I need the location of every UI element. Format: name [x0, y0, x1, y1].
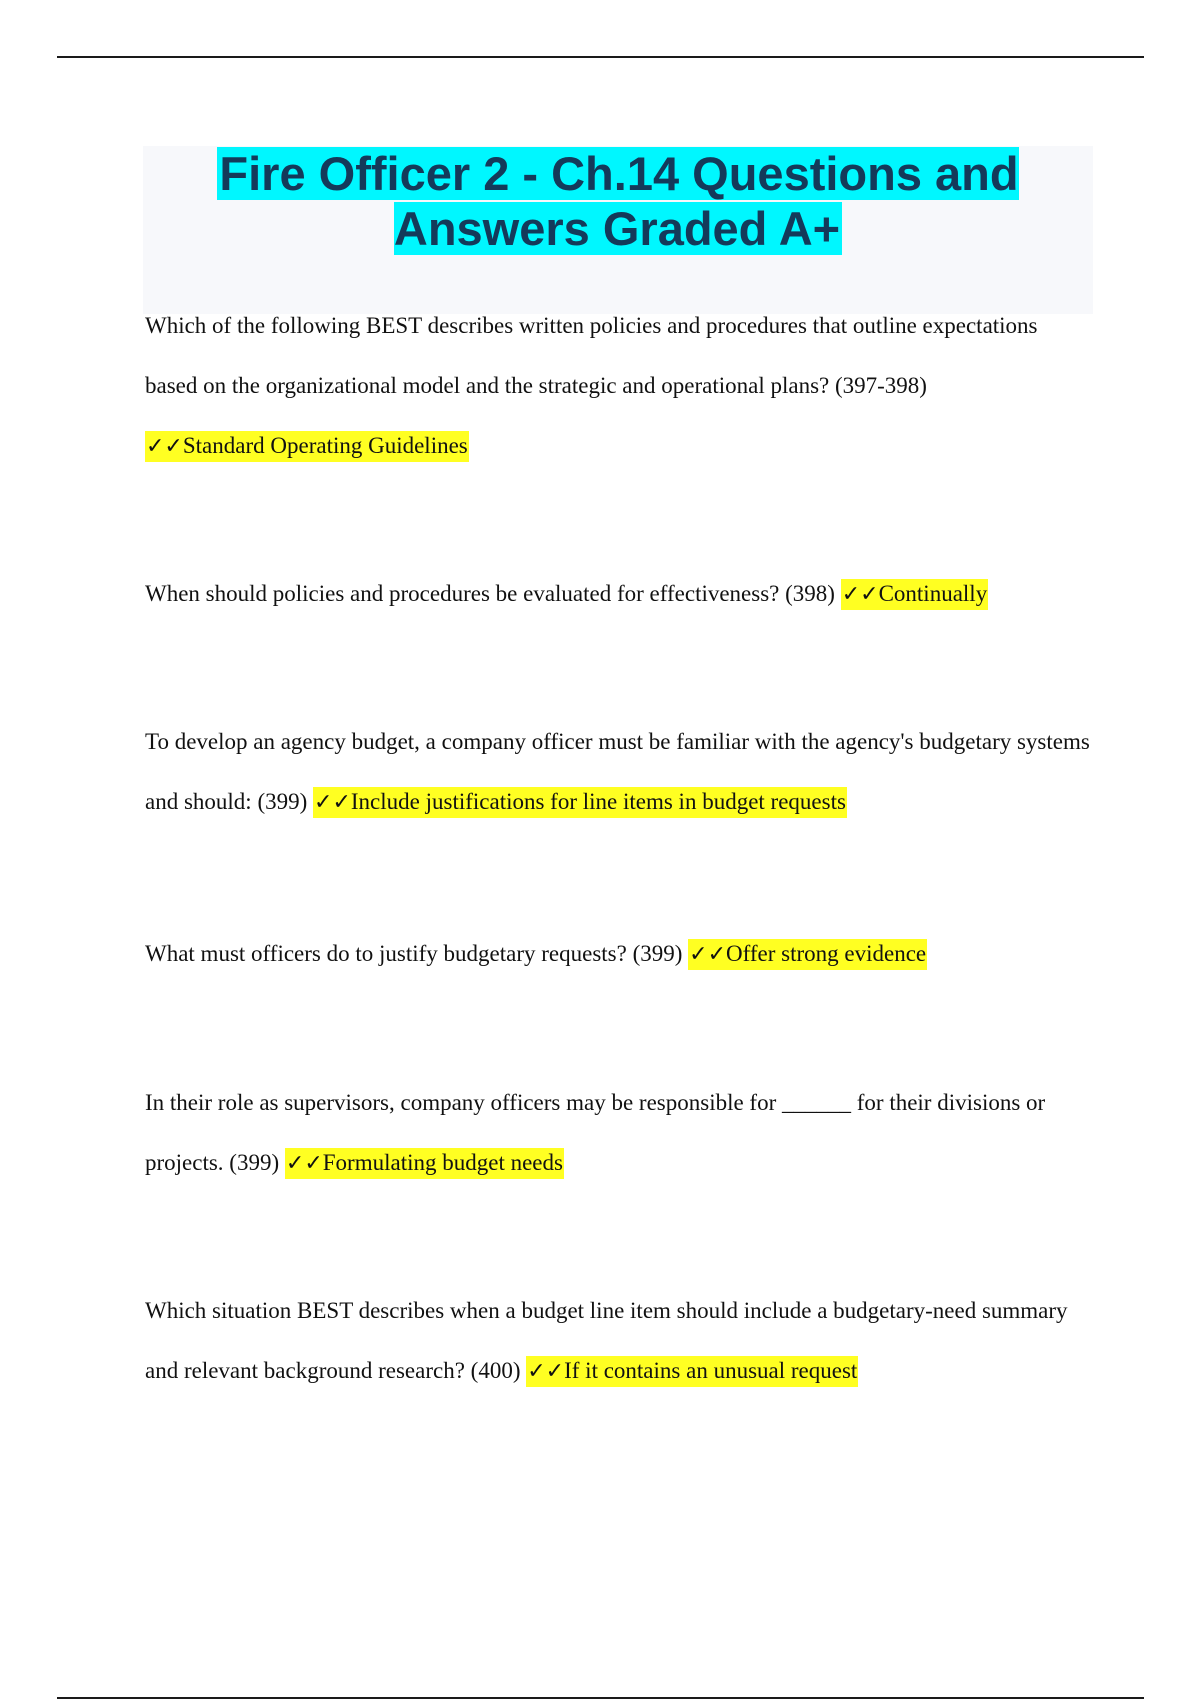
check-icon: ✓✓	[314, 790, 351, 815]
qa-item-3	[145, 712, 1090, 833]
top-rule	[57, 56, 1144, 58]
question-5: In their role as supervisors, company officers may be responsible for ______ for their divisions or projects. (399)	[145, 1090, 1046, 1175]
answer-6	[526, 1356, 858, 1387]
check-icon: ✓✓	[285, 1151, 323, 1176]
document-title	[143, 146, 1093, 256]
answer-text-3: Include justifications for line items in budget requests	[350, 789, 846, 814]
question-1: Which of the following BEST describes written policies and procedures that outline expectations based on the organizational model and the strategic and operational plans? (397-398)	[145, 313, 1038, 398]
check-icon: ✓✓	[689, 942, 727, 967]
qa-item-6	[145, 1281, 1090, 1402]
question-2: When should policies and procedures be evaluated for effectiveness? (398)	[145, 581, 835, 606]
check-icon: ✓✓	[527, 1359, 565, 1384]
answer-2	[841, 579, 989, 610]
answer-4	[688, 939, 927, 970]
question-6: Which situation BEST describes when a budget line item should include a budgetary-need summary and relevant background research? (400)	[145, 1298, 1068, 1383]
qa-item-4	[145, 924, 1090, 985]
qa-item-5	[145, 1073, 1090, 1194]
answer-text-5: Formulating budget needs	[322, 1150, 563, 1175]
check-icon: ✓✓	[146, 434, 183, 459]
answer-3	[313, 787, 847, 818]
answer-1	[145, 431, 469, 462]
answer-5	[285, 1148, 564, 1179]
question-3: To develop an agency budget, a company officer must be familiar with the agency's budgetary systems and should: (399)	[145, 729, 1090, 814]
answer-text-6: If it contains an unusual request	[564, 1358, 858, 1383]
question-4: What must officers do to justify budgetary requests? (399)	[145, 941, 683, 966]
title-highlight: Fire Officer 2 - Ch.14 Questions and Answers Graded A+	[219, 147, 1019, 255]
answer-text-1: Standard Operating Guidelines	[182, 433, 468, 458]
answer-text-4: Offer strong evidence	[726, 941, 927, 966]
bottom-rule	[57, 1697, 1144, 1699]
check-icon: ✓✓	[841, 582, 879, 607]
qa-item-1	[145, 296, 1090, 477]
qa-item-2	[145, 564, 1090, 625]
answer-text-2: Continually	[878, 581, 988, 606]
